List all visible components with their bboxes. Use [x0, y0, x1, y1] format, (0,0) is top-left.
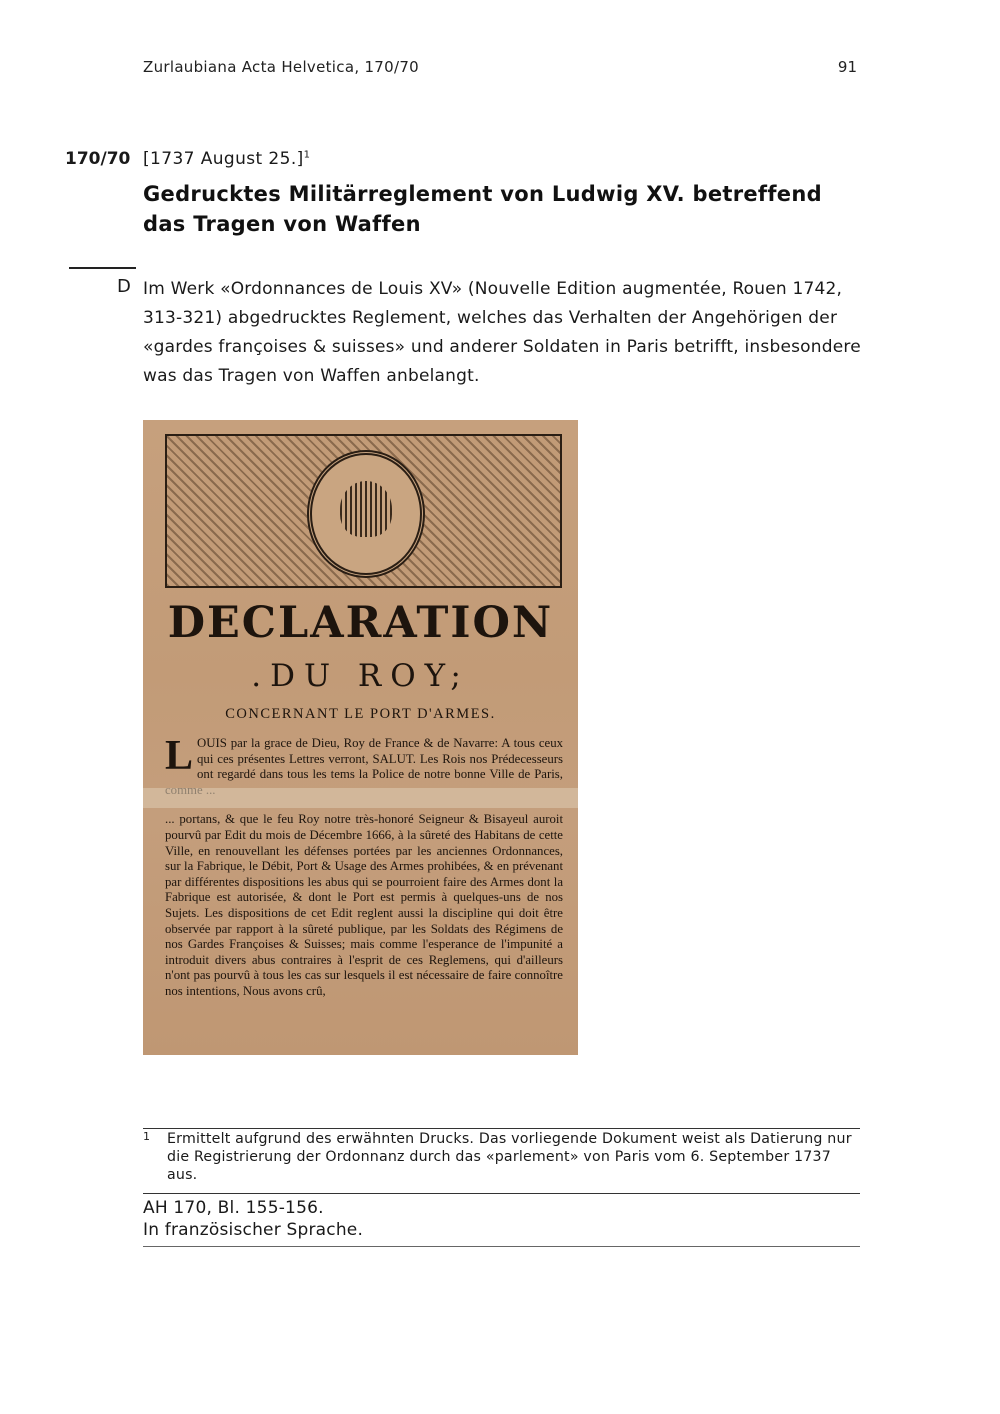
facsimile-text-bottom: ... portans, & que le feu Roy notre très-honoré Seigneur & Bisayeul auroit pourvû par Edit du mois de Décembre 1666, à la sûreté des Habitans de cette Ville, en renouvellant les défenses portées par les anciennes Ordonnances, sur la Fabrique, le Débit, Port & Usage des Armes prohibées, & en prévenant par différentes dispositions les abus qui se pourroient faire des Armes dont la Fabrique est autorisée, & dont le Port est permis à quelques-uns de nos Sujets. Les dispositions de cet Edit reglent aussi la discipline qui doit être observée par rapport à la sûreté publique, par les Soldats des Régimens de nos Gardes Françoises & Suisses; mais comme l'esperance de l'impunité a introduit divers abus contraires à l'esprit de ces Reglemens, qui d'ailleurs n'ont pas pourvû à tous les cas sur lesquels il est nécessaire de faire connoître nos intentions, Nous avons crû,: [165, 812, 563, 998]
footnote-mark: 1: [143, 1130, 150, 1143]
bouquet-icon: [340, 481, 392, 537]
source-rule-bottom: [143, 1246, 860, 1247]
footnote-rule: [143, 1128, 860, 1129]
document-date: [143, 149, 310, 169]
footnote-text: Ermittelt aufgrund des erwähnten Drucks. Das vorliegende Dokument weist als Datierung nur die Registrierung der Ordonnanz durch das «parlement» von Paris vom 6. September 1737 aus.: [167, 1131, 852, 1183]
document-number: 170/70: [65, 149, 131, 169]
source-archive: AH 170, Bl. 155-156.: [143, 1198, 324, 1218]
document-description: Im Werk «Ordonnances de Louis XV» (Nouvelle Edition augmentée, Rouen 1742, 313-321) abgedrucktes Reglement, welches das Verhalten der Angehörigen der «gardes françoises & suisses» und anderer Soldaten in Paris betrifft, insbesondere was das Tragen von Waffen anbelangt.: [143, 279, 861, 386]
footnote-reference[interactable]: 1: [303, 149, 311, 161]
facsimile-body: [165, 733, 563, 1000]
source-language: In französischer Sprache.: [143, 1220, 364, 1240]
document-date-text: [1737 August 25.]: [143, 149, 304, 169]
facsimile-concerning: CONCERNANT LE PORT D'ARMES.: [225, 706, 496, 722]
document-title: Gedrucktes Militärreglement von Ludwig XV. betreffend das Tragen von Waffen: [143, 182, 822, 236]
type-mark: D: [117, 276, 131, 297]
facsimile-initial: L: [165, 733, 194, 779]
ornament-header: [165, 434, 562, 588]
source-block: [143, 1197, 363, 1241]
facsimile-image: [143, 420, 578, 1055]
facsimile-text-top: OUIS par la grace de Dieu, Roy de France & de Navarre: A tous ceux qui ces présentes Lettres verront, SALUT. Les Rois nos Prédecesseurs ont regardé dans tous les tems la Police de notre bonne Ville de Paris,: [197, 736, 563, 782]
paper-fold: [143, 788, 578, 808]
source-rule-top: [143, 1193, 860, 1194]
page-number: 91: [837, 58, 857, 76]
ornament-medallion: [307, 450, 425, 578]
facsimile-subtitle: .DU ROY;: [251, 658, 470, 694]
type-rule: [69, 267, 136, 269]
running-head: Zurlaubiana Acta Helvetica, 170/70: [143, 58, 420, 76]
facsimile-title: DECLARATION: [167, 598, 554, 648]
